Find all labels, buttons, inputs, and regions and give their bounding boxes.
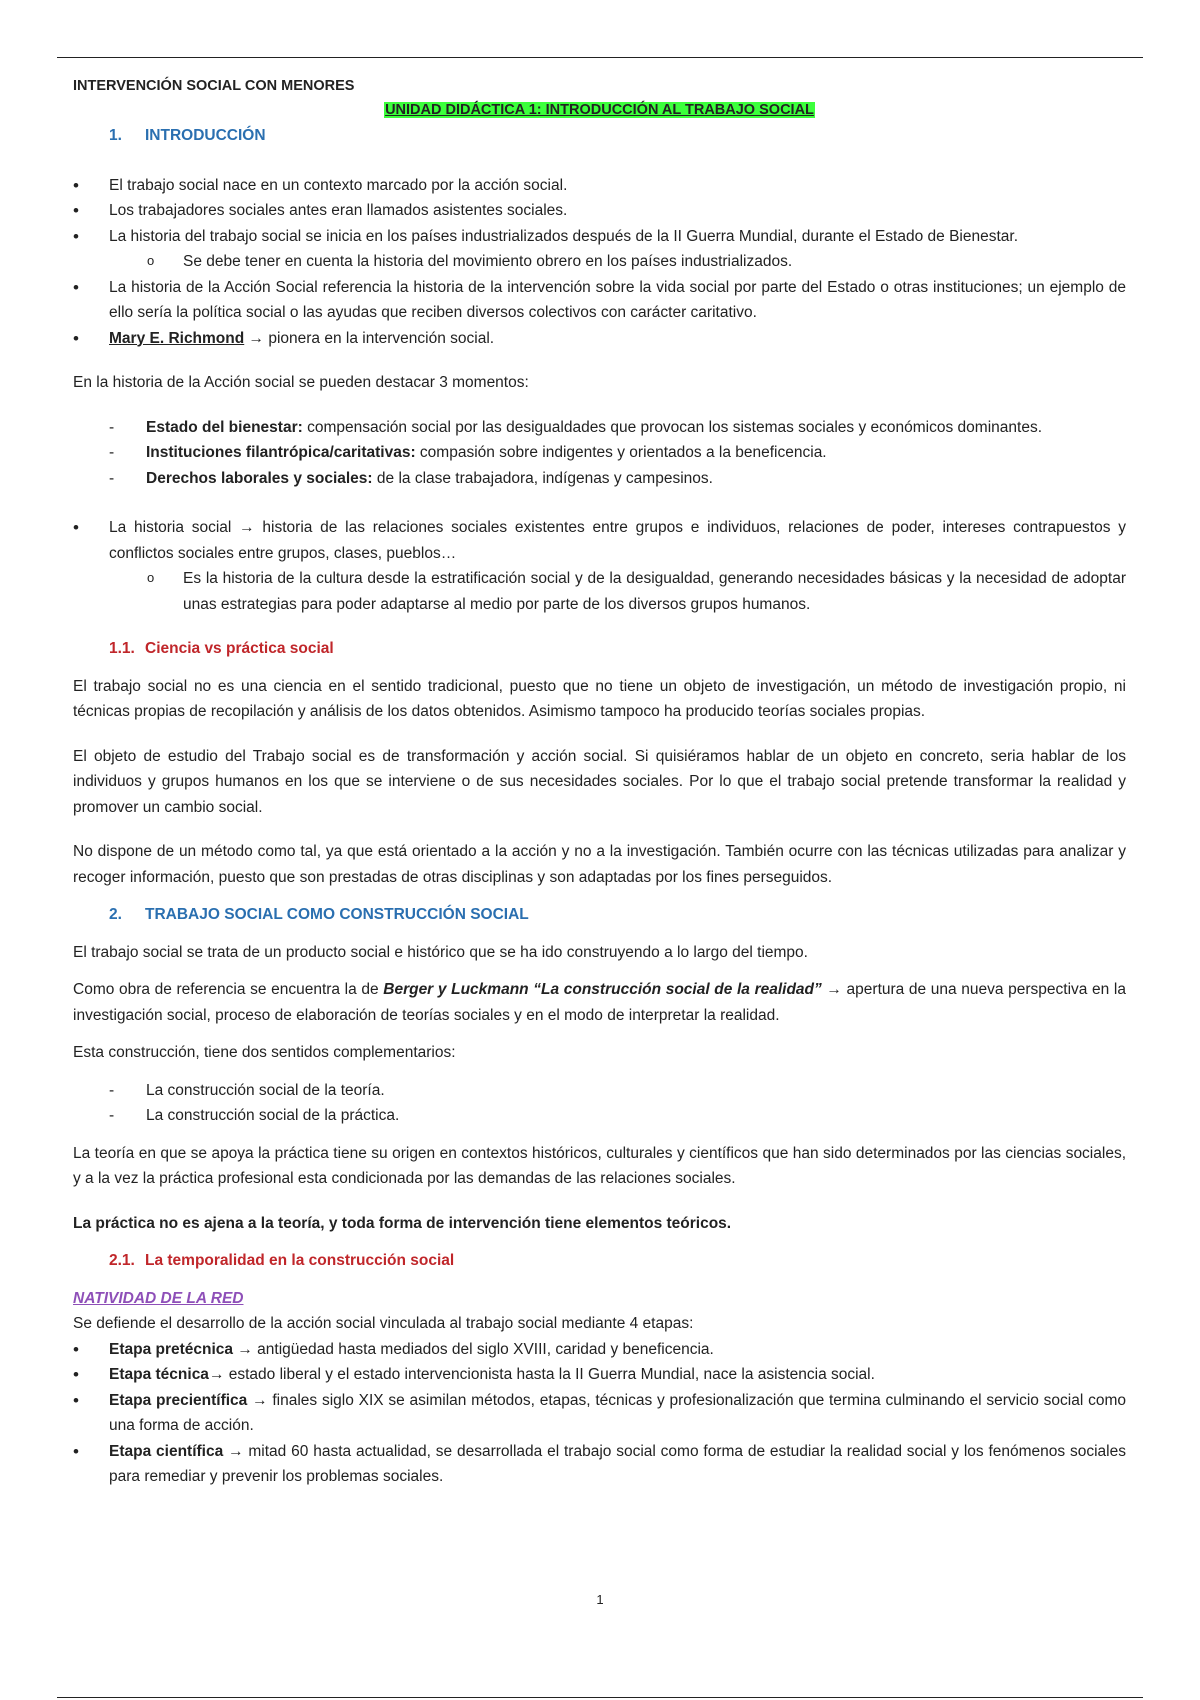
term-text: compasión sobre indigentes y orientados a la beneficencia.	[415, 444, 827, 461]
list-item	[73, 1388, 1126, 1439]
section-number: 2.1.	[109, 1252, 135, 1269]
term: Derechos laborales y sociales:	[146, 469, 373, 487]
term: Estado del bienestar:	[146, 418, 303, 436]
top-rule	[57, 57, 1143, 58]
list-item	[73, 466, 1126, 492]
section-number: 1.	[109, 127, 122, 144]
list-item	[73, 415, 1126, 441]
paragraph: No dispone de un método como tal, ya que está orientado a la acción y no a la investigación. También ocurre con las técnicas utilizadas para analizar y recoger información, puesto que son prestadas de otras disciplinas y son adaptadas por los fines perseguidos.	[73, 843, 1126, 886]
term-text: → finales siglo XIX se asimilan métodos, etapas, técnicas y profesionalización que termina culminando el servicio social como una forma de acción.	[109, 1391, 1126, 1434]
section-title: Ciencia vs práctica social	[145, 640, 334, 657]
section-2-1-heading	[73, 1248, 1126, 1274]
paragraph: Esta construcción, tiene dos sentidos complementarios:	[73, 1044, 456, 1061]
authors: Berger y Luckmann	[383, 981, 534, 998]
bottom-rule	[57, 1697, 1143, 1698]
text: apertura de una nueva perspectiva en la investigación social, proceso de elaboración de teorías sociales y en el modo de interpretar la realidad.	[73, 981, 1126, 1024]
term-text: de la clase trabajadora, indígenas y campesinos.	[372, 469, 713, 487]
term: Etapa técnica	[109, 1366, 209, 1383]
intro-bullets	[73, 173, 1126, 352]
list-item: • Los trabajadores sociales antes eran llamados asistentes sociales.	[73, 198, 1126, 224]
section-number: 1.1.	[109, 640, 135, 657]
section-number: 2.	[109, 906, 122, 923]
arrow: →	[821, 981, 842, 998]
list-item	[73, 440, 1126, 466]
term: Etapa precientífica	[109, 1391, 248, 1409]
bold-statement: La práctica no es ajena a la teoría, y toda forma de intervención tiene elementos teóricos.	[73, 1214, 732, 1232]
term-text: compensación social por las desigualdades que provocan los sistemas sociales y económicos dominantes.	[302, 418, 1042, 436]
paragraph: Se defiende el desarrollo de la acción social vinculada al trabajo social mediante 4 etapas:	[73, 1315, 694, 1332]
list-item-text: La historia social → historia de las relaciones sociales existentes entre grupos e individuos, relaciones de poder, intereses contrapuestos y conflictos sociales entre grupos, clases, pueblos…	[109, 519, 1126, 562]
course-title: INTERVENCIÓN SOCIAL CON MENORES	[73, 78, 355, 94]
document-page	[73, 74, 1126, 1490]
richmond-name: Mary E. Richmond	[109, 329, 245, 347]
construction-list	[73, 1078, 1126, 1129]
term-text: → mitad 60 hasta actualidad, se desarrollada el trabajo social como forma de estudiar la realidad social y los fenómenos sociales para remediar y prevenir los problemas sociales.	[109, 1442, 1126, 1485]
section-1-1-heading	[73, 636, 1126, 662]
section-1-heading	[73, 123, 1126, 149]
section-2-heading	[73, 902, 1126, 928]
list-item	[73, 1362, 1126, 1388]
term: Etapa pretécnica	[109, 1340, 234, 1358]
social-history-bullets	[73, 515, 1126, 617]
term: Etapa científica	[109, 1442, 224, 1460]
text: Como obra de referencia se encuentra la de	[73, 981, 384, 998]
list-item: - La construcción social de la teoría.	[73, 1078, 1126, 1104]
list-item	[73, 326, 1126, 352]
moments-list	[73, 415, 1126, 492]
list-item	[73, 1439, 1126, 1490]
sub-list-item: o Es la historia de la cultura desde la estratificación social y de la desigualdad, generando necesidades básicas y la necesidad de adoptar unas estrategias para poder adaptarse al medio por parte de los diversos grupos humanos.	[73, 566, 1126, 617]
sub-list-item: o Se debe tener en cuenta la historia del movimiento obrero en los países industrializados.	[73, 249, 1126, 275]
term-text: → estado liberal y el estado intervencionista hasta la II Guerra Mundial, nace la asistencia social.	[208, 1366, 875, 1383]
moments-intro: En la historia de la Acción social se pueden destacar 3 momentos:	[73, 374, 529, 391]
list-item: • La historia de la Acción Social referencia la historia de la intervención sobre la vida social por parte del Estado o otras instituciones; un ejemplo de ello sería la política social o las ayudas que reciben diversos colectivos con carácter caritativo.	[73, 275, 1126, 326]
book-title: “La construcción social de la realidad”	[533, 981, 822, 998]
list-item: • El trabajo social nace en un contexto marcado por la acción social.	[73, 173, 1126, 199]
paragraph: El trabajo social se trata de un producto social e histórico que se ha ido construyendo a lo largo del tiempo.	[73, 943, 808, 961]
unit-title: UNIDAD DIDÁCTICA 1: INTRODUCCIÓN AL TRABAJO SOCIAL	[385, 101, 814, 118]
unit-title-wrap	[73, 97, 1126, 124]
section-title: INTRODUCCIÓN	[145, 127, 266, 144]
paragraph: El trabajo social no es una ciencia en el sentido tradicional, puesto que no tiene un objeto de investigación, un método de investigación propio, ni técnicas propias de recopilación y análisis de los datos obtenidos. Asimismo tampoco ha producido teorías sociales propias.	[73, 677, 1126, 720]
term: Instituciones filantrópica/caritativas:	[146, 444, 416, 461]
author-name: NATIVIDAD DE LA RED	[73, 1289, 244, 1307]
list-item-text: → pionera en la intervención social.	[244, 329, 495, 347]
paragraph	[73, 977, 1126, 1028]
paragraph: La teoría en que se apoya la práctica tiene su origen en contextos históricos, culturales y científicos que han sido determinados por las ciencias sociales, y a la vez la práctica profesional esta condicionada por las demandas de las relaciones sociales.	[73, 1144, 1126, 1187]
term-text: → antigüedad hasta mediados del siglo XVIII, caridad y beneficencia.	[233, 1340, 714, 1358]
paragraph: El objeto de estudio del Trabajo social es de transformación y acción social. Si quisiéramos hablar de un objeto en concreto, seria hablar de los individuos y grupos humanos en los que se interviene o de sus necesidades sociales. Por lo que el trabajo social pretende transformar la realidad y promover un cambio social.	[73, 747, 1126, 816]
section-title: La temporalidad en la construcción social	[145, 1252, 455, 1269]
list-item	[73, 224, 1126, 275]
stages-list	[73, 1337, 1126, 1490]
list-item	[73, 1337, 1126, 1363]
section-title: TRABAJO SOCIAL COMO CONSTRUCCIÓN SOCIAL	[145, 906, 529, 923]
list-item: - La construcción social de la práctica.	[73, 1103, 1126, 1129]
list-item	[73, 515, 1126, 617]
list-item-text: La historia del trabajo social se inicia en los países industrializados después de la II Guerra Mundial, durante el Estado de Bienestar.	[109, 227, 1019, 245]
page-number: 1	[596, 1592, 604, 1607]
